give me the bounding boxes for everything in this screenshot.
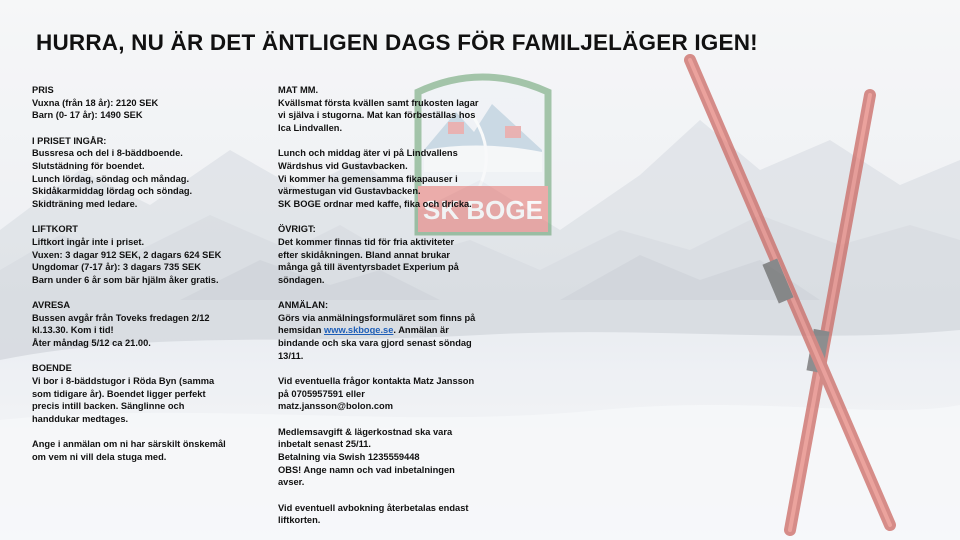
- text-line: Skidåkarmiddag lördag och söndag.: [32, 186, 193, 197]
- text-line: som tidigare år). Boendet ligger perfekt: [32, 388, 206, 399]
- page-title: HURRA, NU ÄR DET ÄNTLIGEN DAGS FÖR FAMILJELÄGER IGEN!: [36, 30, 758, 55]
- text-line: Görs via anmälningsformuläret som finns på: [278, 312, 476, 323]
- section-heading: LIFTKORT: [32, 224, 78, 235]
- text-line: många gå till äventyrsbadet Experium på: [278, 262, 459, 273]
- text-line: Bussresa och del i 8-bäddboende.: [32, 148, 183, 159]
- text-line: inbetalt senast 25/11.: [278, 439, 372, 450]
- text-line: kl.13.30. Kom i tid!: [32, 325, 114, 336]
- section-pris: [32, 84, 260, 122]
- text-line: söndagen.: [278, 274, 325, 285]
- text-line: Vuxna (från 18 år): 2120 SEK: [32, 97, 159, 108]
- text-line: om vem ni vill dela stuga med.: [32, 451, 167, 462]
- section-avresa: [32, 299, 260, 350]
- text-line: liftkorten.: [278, 515, 321, 526]
- section-anmalan: [278, 299, 500, 362]
- text-line: Wärdshus vid Gustavbacken.: [278, 160, 408, 171]
- section-heading: ÖVRIGT:: [278, 224, 316, 235]
- text-line: Vid eventuella frågor kontakta Matz Jansson: [278, 376, 475, 387]
- text-line: efter skidåkningen. Bland annat brukar: [278, 249, 451, 260]
- text-line: Vuxen: 3 dagar 912 SEK, 2 dagars 624 SEK: [32, 249, 222, 260]
- section-heading: I PRISET INGÅR:: [32, 135, 107, 146]
- text-line: Bussen avgår från Toveks fredagen 2/12: [32, 312, 210, 323]
- text-fragment: . Anmälan är: [393, 325, 449, 336]
- text-line: Medlemsavgift & lägerkostnad ska vara: [278, 426, 453, 437]
- section-heading: BOENDE: [32, 363, 72, 374]
- section-betalning: [278, 426, 500, 489]
- text-line: SK BOGE ordnar med kaffe, fika och dricka.: [278, 198, 472, 209]
- text-line-with-link: [278, 324, 500, 337]
- text-line: bindande och ska vara gjord senast söndag: [278, 338, 472, 349]
- text-line: vi själva i stugorna. Mat kan förbeställas hos: [278, 110, 476, 121]
- text-line: Lunch och middag äter vi på Lindvallens: [278, 148, 458, 159]
- section-stuga-onskemal: [32, 438, 260, 463]
- text-line: Slutstädning för boendet.: [32, 160, 145, 171]
- text-line: Det kommer finnas tid för fria aktiviteter: [278, 236, 455, 247]
- text-line: Vi kommer ha gemensamma fikapauser i: [278, 173, 458, 184]
- text-line: OBS! Ange namn och vad inbetalningen: [278, 464, 455, 475]
- left-column: [32, 84, 260, 476]
- text-line: Ange i anmälan om ni har särskilt önskemål: [32, 439, 226, 450]
- section-heading: AVRESA: [32, 300, 71, 311]
- text-line: Betalning via Swish 1235559448: [278, 451, 420, 462]
- section-kontakt: [278, 375, 500, 413]
- email-text: matz.jansson@bolon.com: [278, 401, 393, 412]
- text-line: värmestugan vid Gustavbacken.: [278, 186, 421, 197]
- text-line: Barn (0- 17 år): 1490 SEK: [32, 110, 143, 121]
- right-column: [278, 84, 500, 540]
- section-i-priset-ingar: [32, 135, 260, 211]
- text-line: 13/11.: [278, 350, 304, 361]
- section-mat: [278, 84, 500, 135]
- text-line: Ungdomar (7-17 år): 3 dagars 735 SEK: [32, 262, 201, 273]
- text-line: Skidträning med ledare.: [32, 198, 138, 209]
- section-heading: ANMÄLAN:: [278, 300, 329, 311]
- website-link[interactable]: www.skboge.se: [323, 325, 394, 336]
- text-line: Vid eventuell avbokning återbetalas endast: [278, 502, 469, 513]
- text-fragment: hemsidan: [278, 325, 324, 336]
- section-boende: [32, 362, 260, 425]
- text-line: på 0705957591 eller: [278, 388, 365, 399]
- text-line: Barn under 6 år som bär hjälm åker gratis.: [32, 274, 219, 285]
- text-line: precis intill backen. Sänglinne och: [32, 401, 185, 412]
- text-line: Kvällsmat första kvällen samt frukosten lagar: [278, 97, 479, 108]
- text-line: avser.: [278, 477, 305, 488]
- text-line: Ica Lindvallen.: [278, 122, 343, 133]
- section-lunch: [278, 147, 500, 210]
- text-line: Lunch lördag, söndag och måndag.: [32, 173, 190, 184]
- text-line: Åter måndag 5/12 ca 21.00.: [32, 338, 151, 349]
- text-line: Liftkort ingår inte i priset.: [32, 236, 145, 247]
- section-liftkort: [32, 223, 260, 286]
- section-heading: MAT MM.: [278, 85, 319, 95]
- section-heading: PRIS: [32, 85, 54, 95]
- section-avbokning: [278, 502, 500, 527]
- text-line: Vi bor i 8-bäddstugor i Röda Byn (samma: [32, 376, 215, 387]
- text-line: handdukar medtages.: [32, 414, 129, 424]
- logo-text: SK BOGE: [423, 195, 543, 225]
- section-ovrigt: [278, 223, 500, 286]
